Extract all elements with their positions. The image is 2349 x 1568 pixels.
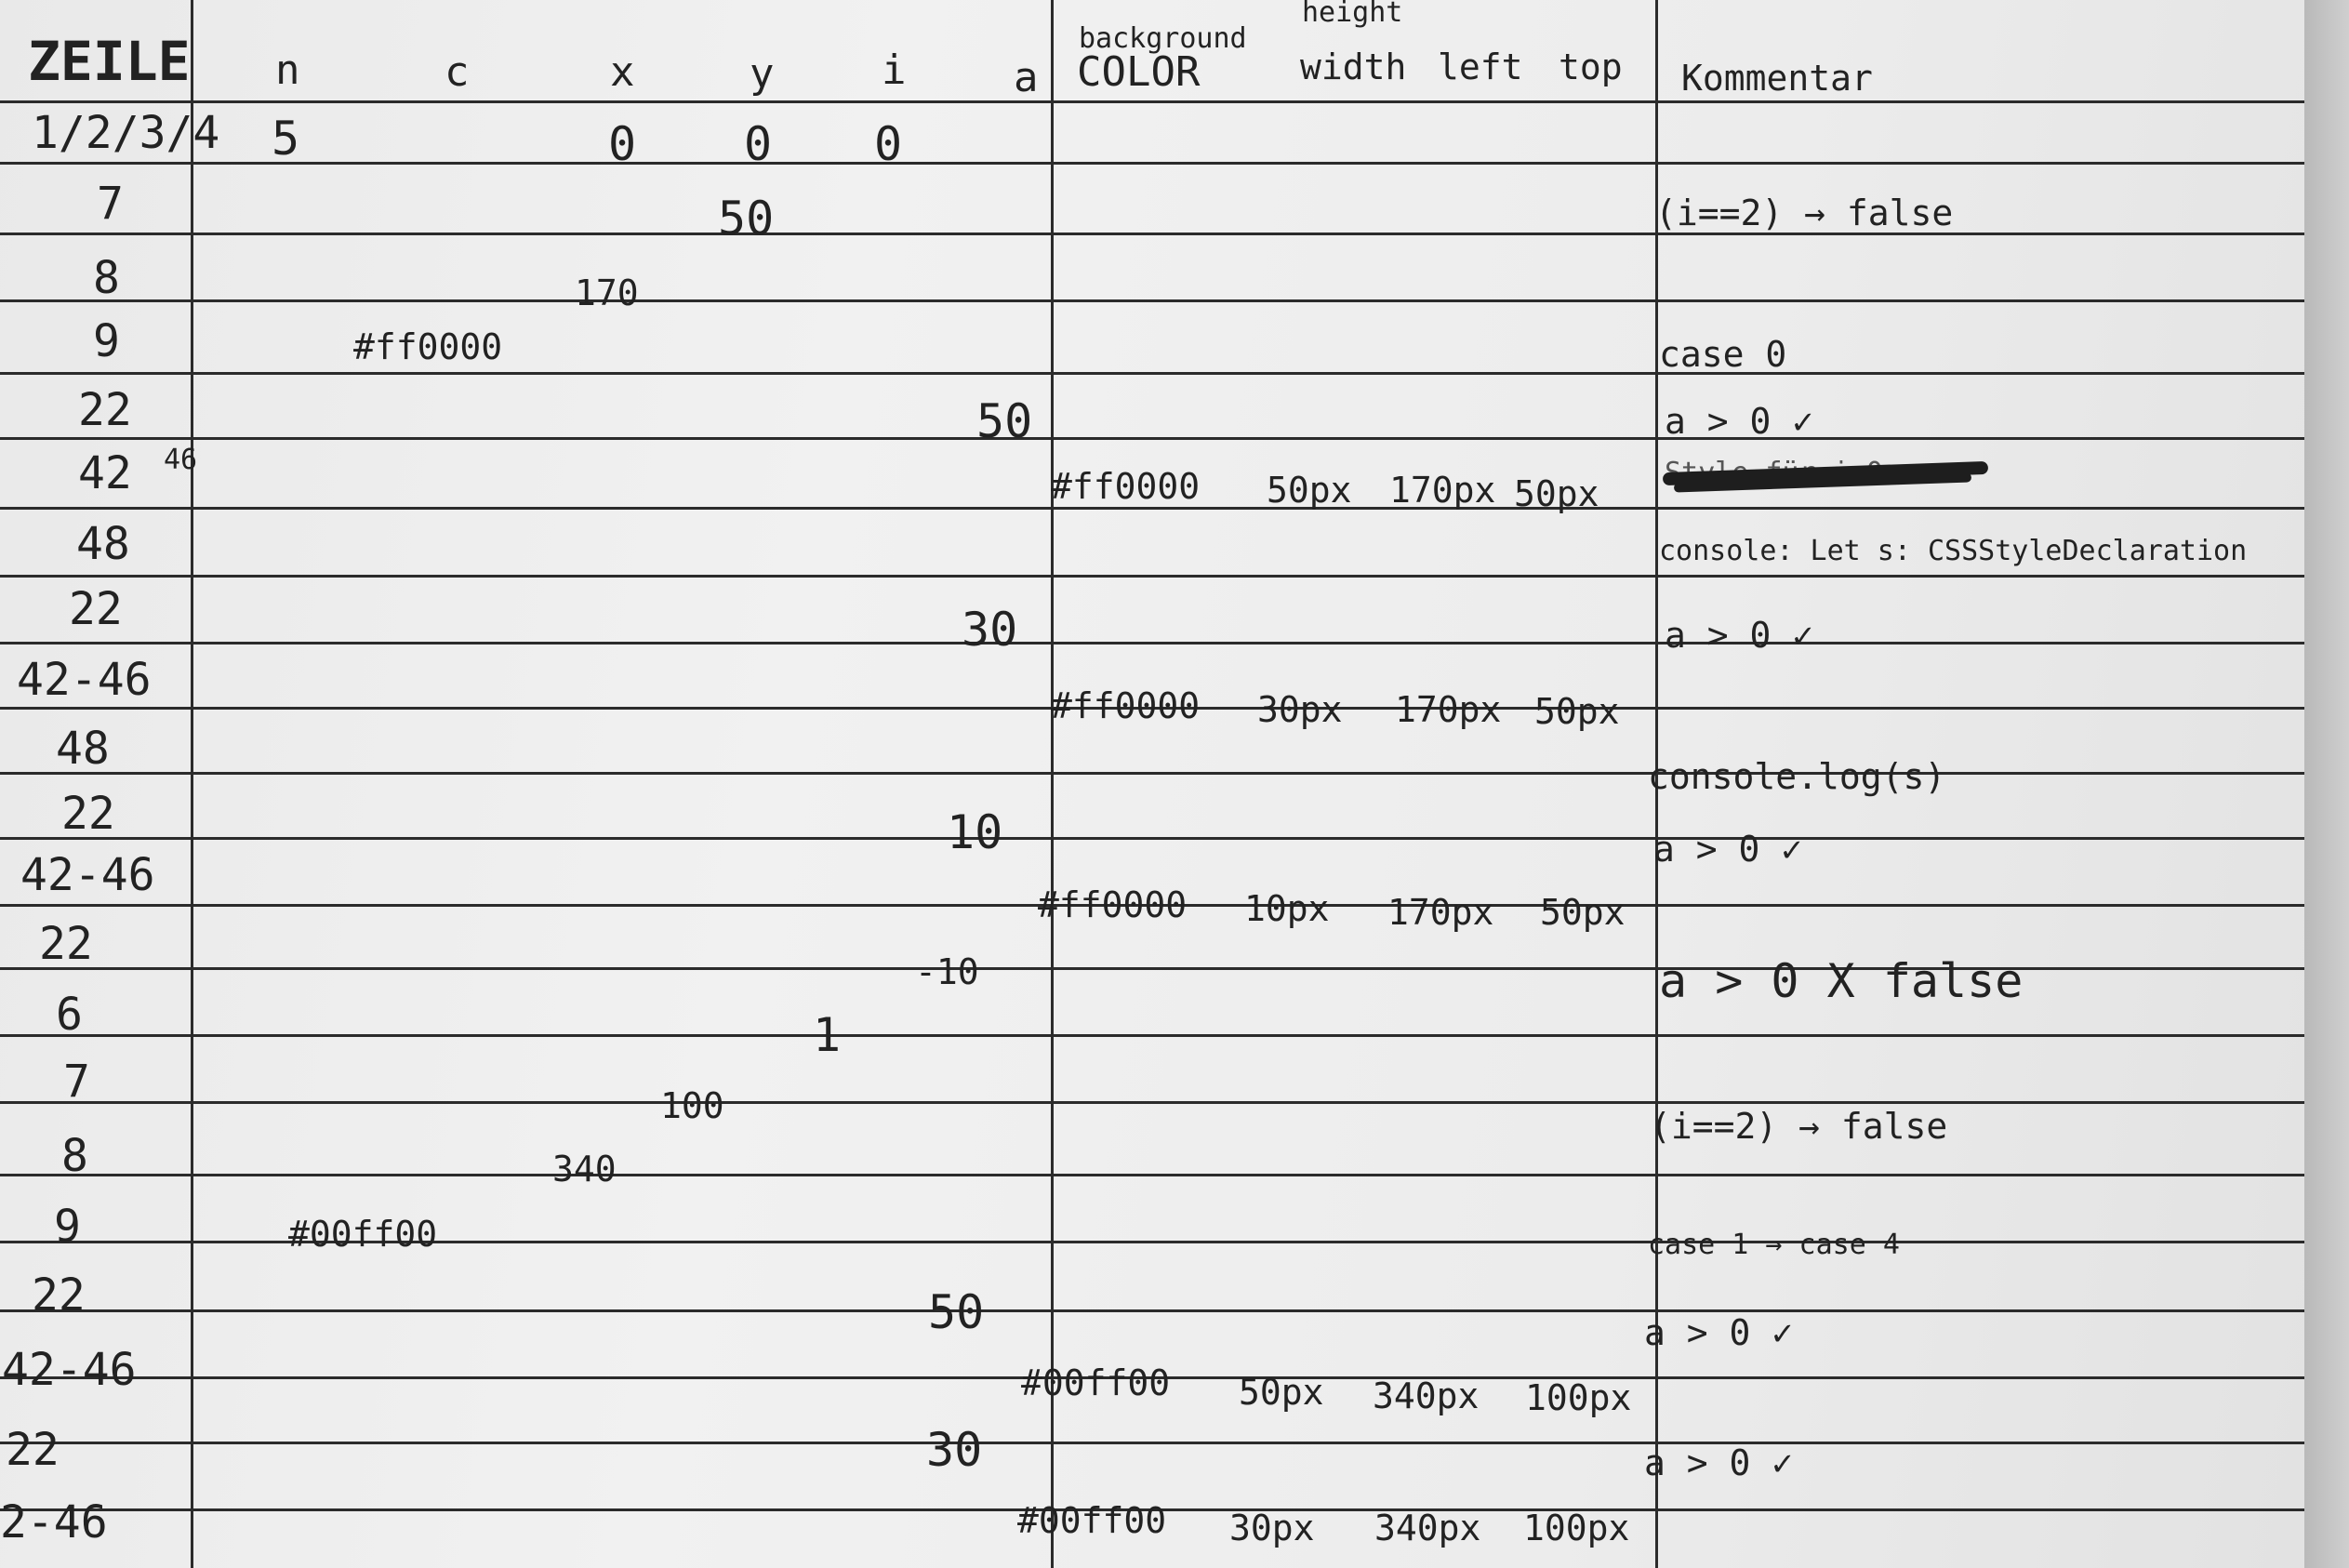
cell-a: 30 <box>926 1423 983 1477</box>
cell-x: 170 <box>575 272 639 313</box>
cell-i: 0 <box>874 117 903 171</box>
row-label: 22 <box>39 918 93 970</box>
row-label: 42-46 <box>17 654 152 706</box>
header-c: c <box>445 48 470 96</box>
cell-kommentar: a > 0 ✓ <box>1644 1312 1794 1353</box>
row-label: 6 <box>56 989 83 1041</box>
header-x: x <box>610 48 635 96</box>
cell-kommentar: (i==2) → false <box>1650 1106 1948 1147</box>
header-background: background <box>1079 22 1247 55</box>
cell-kommentar: console.log(s) <box>1648 756 1946 797</box>
cell-kommentar: a > 0 X false <box>1659 954 2024 1008</box>
ruled-line <box>0 372 2304 375</box>
ruled-line <box>0 233 2304 235</box>
row-label: 7 <box>97 178 124 230</box>
cell-left: 340px <box>1373 1375 1480 1416</box>
cell-height: 50px <box>1239 1372 1324 1413</box>
cell-height: 30px <box>1257 689 1343 730</box>
row-label: 9 <box>93 315 120 367</box>
ruled-line <box>0 1101 2304 1104</box>
cell-a: -10 <box>915 951 979 992</box>
ruled-line <box>0 100 2304 103</box>
row-label: 9 <box>54 1201 81 1253</box>
cell-x: 340 <box>552 1149 617 1189</box>
cell-kommentar: (i==2) → false <box>1655 193 1954 233</box>
cell-height: 50px <box>1267 470 1352 511</box>
cell-top: 50px <box>1540 892 1626 933</box>
row-label: 48 <box>56 723 110 775</box>
cell-color: #00ff00 <box>1017 1500 1167 1541</box>
header-height: height <box>1302 0 1403 29</box>
cell-left: 170px <box>1389 470 1496 511</box>
row-label: 8 <box>93 252 120 304</box>
ruled-line <box>0 1309 2304 1312</box>
ruled-line <box>0 772 2304 775</box>
row-label: 22 <box>78 384 132 436</box>
header-left: left <box>1438 47 1523 87</box>
cell-color: #00ff00 <box>1021 1362 1171 1403</box>
row-label: 22 <box>69 583 123 635</box>
header-zeile: ZEILE <box>28 30 191 93</box>
cell-height: 30px <box>1229 1508 1315 1548</box>
row-label: 2-46 <box>0 1496 108 1548</box>
row-label-superscript: 46 <box>164 444 198 476</box>
cell-a: 50 <box>928 1285 985 1339</box>
ruled-line <box>0 642 2304 644</box>
cell-y: 100 <box>660 1085 724 1126</box>
cell-y: 0 <box>744 117 773 171</box>
cell-color: #ff0000 <box>1038 884 1188 925</box>
row-label: 22 <box>6 1424 60 1476</box>
ruled-line <box>0 1442 2304 1444</box>
cell-kommentar: a > 0 ✓ <box>1653 829 1803 870</box>
ruled-line <box>0 299 2304 302</box>
header-width: width <box>1300 47 1407 87</box>
header-i: i <box>882 47 907 94</box>
cell-height: 10px <box>1244 888 1330 929</box>
cell-top: 100px <box>1525 1377 1632 1418</box>
column-divider <box>191 0 193 1568</box>
header-n: n <box>275 47 300 94</box>
cell-c: #00ff00 <box>288 1214 438 1255</box>
row-label: 7 <box>63 1056 90 1108</box>
cell-a: 10 <box>947 805 1003 859</box>
ruled-line <box>0 1034 2304 1037</box>
cell-i: 1 <box>813 1008 842 1062</box>
row-label: 42-46 <box>2 1344 137 1396</box>
cell-top: 50px <box>1534 691 1620 732</box>
header-y: y <box>750 50 775 98</box>
cell-top: 100px <box>1523 1508 1630 1548</box>
cell-color: #ff0000 <box>1051 466 1201 507</box>
row-label: 22 <box>61 788 115 840</box>
row-label: 42-46 <box>20 849 155 901</box>
ruled-line <box>0 837 2304 840</box>
ruled-line <box>0 1174 2304 1176</box>
cell-color: #ff0000 <box>1051 685 1201 726</box>
cell-left: 340px <box>1374 1508 1481 1548</box>
row-label: 42 <box>78 447 132 499</box>
cell-top: 50px <box>1514 473 1599 514</box>
cell-c: #ff0000 <box>353 326 503 367</box>
cell-y: 50 <box>718 192 775 246</box>
row-label: 48 <box>76 518 130 570</box>
row-label: 8 <box>61 1130 88 1182</box>
cell-kommentar: a > 0 ✓ <box>1665 401 1814 442</box>
column-divider <box>1051 0 1054 1568</box>
row-label: 22 <box>32 1269 86 1322</box>
cell-left: 170px <box>1395 689 1502 730</box>
cell-a: 30 <box>962 603 1018 657</box>
cell-a: 50 <box>976 394 1033 448</box>
row-label: 1/2/3/4 <box>32 107 220 159</box>
cell-kommentar: a > 0 ✓ <box>1644 1442 1794 1483</box>
ruled-line <box>0 162 2304 165</box>
paper-edge <box>2304 0 2349 1568</box>
cell-n: 5 <box>272 112 300 166</box>
cell-kommentar: console: Let s: CSSStyleDeclaration <box>1659 535 2248 567</box>
cell-x: 0 <box>608 117 637 171</box>
cell-kommentar: case 1 → case 4 <box>1648 1229 1900 1261</box>
ruled-line <box>0 437 2304 440</box>
cell-kommentar: case 0 <box>1659 334 1787 375</box>
cell-left: 170px <box>1387 892 1494 933</box>
header-kommentar: Kommentar <box>1681 58 1873 99</box>
header-color: COLOR <box>1077 48 1201 96</box>
cell-kommentar: a > 0 ✓ <box>1665 615 1814 656</box>
header-top: top <box>1559 47 1623 87</box>
header-a: a <box>1014 54 1039 101</box>
